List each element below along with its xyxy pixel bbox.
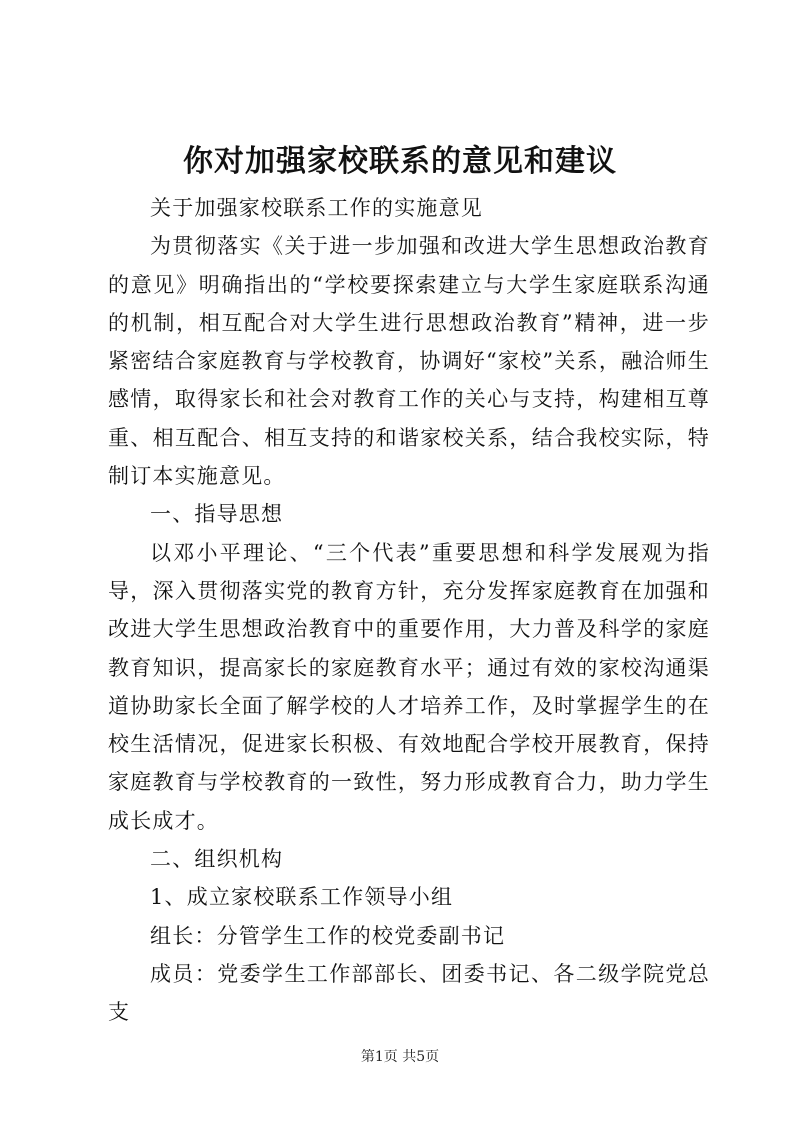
document-body bbox=[108, 189, 710, 1032]
document-title: 你对加强家校联系的意见和建议 bbox=[183, 144, 617, 179]
section-heading-guiding-ideology: 一、指导思想 bbox=[150, 502, 284, 527]
page-footer: 第1页 共5页 bbox=[360, 1049, 440, 1065]
section-heading-organization: 二、组织机构 bbox=[150, 847, 284, 872]
intro-paragraph: 为贯彻落实《关于进一步加强和改进大学生思想政治教育的意见》明确指出的“学校要探索建立与大学生家庭联系沟通的机制，相互配合对大学生进行思想政治教育”精神，进一步紧密结合家庭教育与学校教育，协调好“家校”关系，融洽师生感情，取得家长和社会对教育工作的关心与支持，构建相互尊重、相互配合、相互支持的和谐家校关系，结合我校实际，特制订本实施意见。 bbox=[108, 234, 710, 489]
group-leader-paragraph: 组长：分管学生工作的校党委副书记 bbox=[150, 923, 506, 948]
group-members-paragraph: 成员：党委学生工作部部长、团委书记、各二级学院党总支 bbox=[108, 961, 710, 1025]
subtitle-paragraph: 关于加强家校联系工作的实施意见 bbox=[150, 196, 483, 220]
guiding-ideology-paragraph: 以邓小平理论、“三个代表”重要思想和科学发展观为指导，深入贯彻落实党的教育方针，充分发挥家庭教育在加强和改进大学生思想政治教育中的重要作用，大力普及科学的家庭教育知识，提高家长的家庭教育水平；通过有效的家校沟通渠道协助家长全面了解学校的人才培养工作，及时掌握学生的在校生活情况，促进家长积极、有效地配合学校开展教育，保持家庭教育与学校教育的一致性，努力形成教育合力，助力学生成长成才。 bbox=[108, 540, 710, 833]
subsection-heading-leading-group: 1、成立家校联系工作领导小组 bbox=[150, 885, 454, 910]
